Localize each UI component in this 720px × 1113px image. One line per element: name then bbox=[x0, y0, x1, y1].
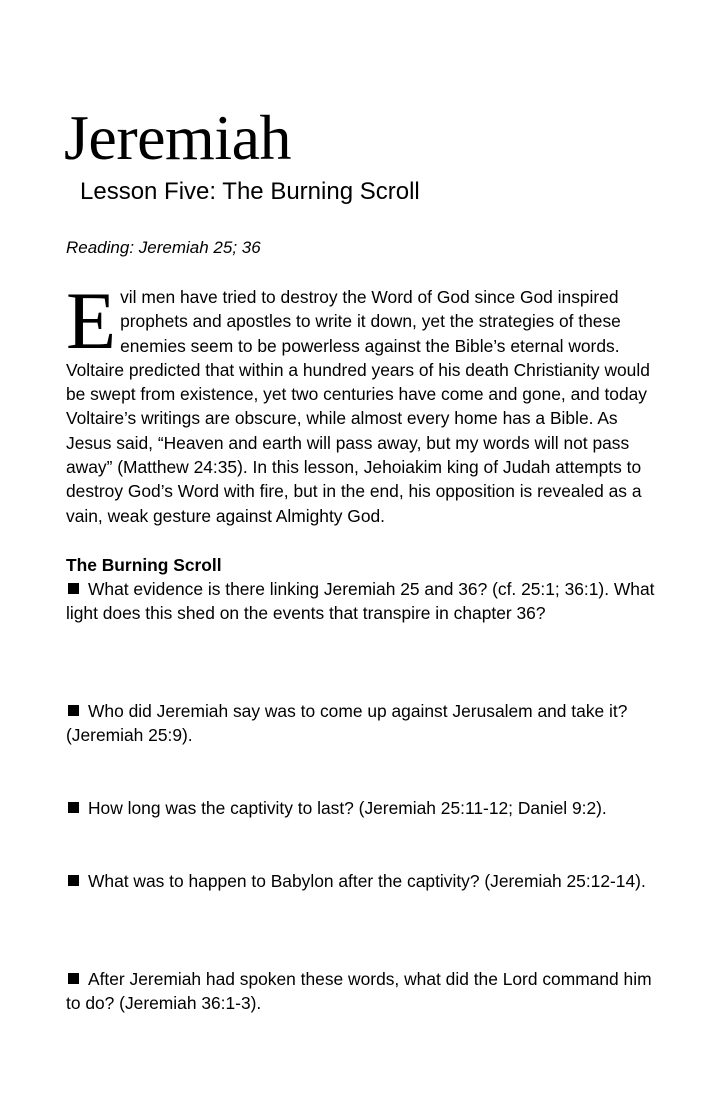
intro-text: vil men have tried to destroy the Word of God since God inspired prophets and apostles to write it down, yet the strategies of these enemies seem to be powerless against the Bible’s eternal words. Voltaire predicted that within a hundred years of his death Christianity would be swept from existence, yet two centuries have come and gone, and today Voltaire’s writings are obscure, while almost every home has a Bible. As Jesus said, “Heaven and earth will pass away, but my words will not pass away” (Matthew 24:35). In this lesson, Jehoiakim king of Judah attempts to destroy God’s Word with fire, but in the end, his opposition is revealed as a vain, weak gesture against Almighty God. bbox=[66, 287, 650, 526]
reading-reference: Reading: Jeremiah 25; 36 bbox=[66, 238, 261, 257]
drop-cap-letter: E bbox=[66, 275, 117, 366]
question-item bbox=[66, 796, 658, 820]
lesson-subtitle: Lesson Five: The Burning Scroll bbox=[80, 178, 420, 205]
question-text: After Jeremiah had spoken these words, what did the Lord command him to do? (Jeremiah 36:1-3). bbox=[66, 969, 652, 1014]
square-bullet-icon bbox=[68, 802, 79, 813]
question-item bbox=[66, 967, 658, 1016]
intro-paragraph bbox=[66, 275, 654, 528]
question-text: What evidence is there linking Jeremiah 25 and 36? (cf. 25:1; 36:1). What light does this shed on the events that transpire in chapter 36? bbox=[66, 579, 655, 624]
question-item bbox=[66, 699, 658, 748]
square-bullet-icon bbox=[68, 583, 79, 594]
question-item bbox=[66, 869, 658, 893]
question-text: How long was the captivity to last? (Jeremiah 25:11-12; Daniel 9:2). bbox=[88, 798, 607, 818]
question-text: Who did Jeremiah say was to come up against Jerusalem and take it? (Jeremiah 25:9). bbox=[66, 701, 628, 746]
question-text: What was to happen to Babylon after the captivity? (Jeremiah 25:12-14). bbox=[88, 871, 646, 891]
square-bullet-icon bbox=[68, 705, 79, 716]
page-title: Jeremiah bbox=[64, 102, 291, 173]
question-item bbox=[66, 577, 658, 626]
square-bullet-icon bbox=[68, 973, 79, 984]
square-bullet-icon bbox=[68, 875, 79, 886]
section-heading: The Burning Scroll bbox=[66, 555, 222, 575]
